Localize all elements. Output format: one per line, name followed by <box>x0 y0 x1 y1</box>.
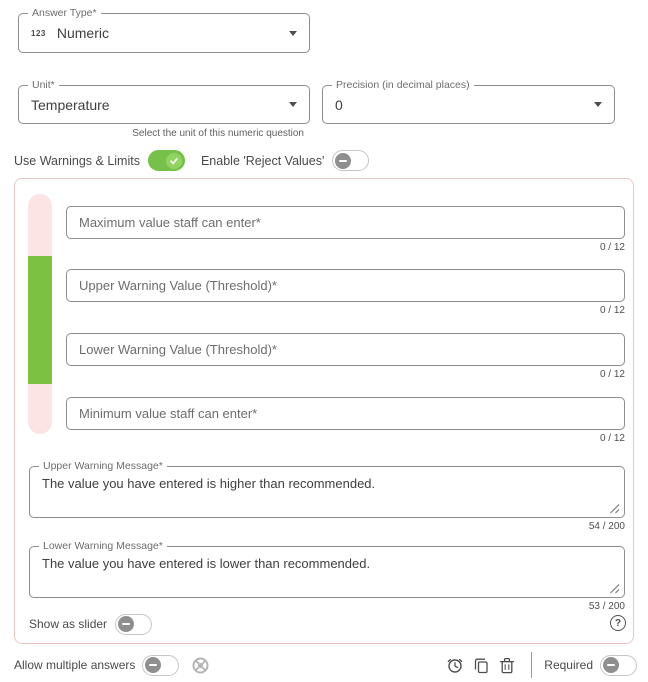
upper-warning-message-textarea[interactable] <box>30 467 624 517</box>
chevron-down-icon <box>289 31 297 36</box>
minus-icon <box>607 664 615 666</box>
reject-values-label: Enable 'Reject Values' <box>200 153 325 168</box>
answer-type-label: Answer Type* <box>28 7 101 20</box>
reject-values-toggle[interactable] <box>332 150 369 171</box>
unit-select[interactable] <box>18 79 310 124</box>
precision-label: Precision (in decimal places) <box>332 79 474 92</box>
upper-warning-message-label: Upper Warning Message* <box>39 460 167 473</box>
range-bar-upper-reject <box>28 194 52 256</box>
duplicate-icon[interactable] <box>473 657 490 674</box>
upper-warning-value-input[interactable] <box>66 269 625 302</box>
lower-warning-message-label: Lower Warning Message* <box>39 540 167 553</box>
char-counter: 0 / 12 <box>599 433 625 444</box>
use-warnings-label: Use Warnings & Limits <box>14 153 140 168</box>
use-warnings-toggle[interactable] <box>148 150 185 171</box>
char-counter: 0 / 12 <box>599 242 625 253</box>
show-as-slider-toggle[interactable] <box>115 614 152 635</box>
numeric-123-icon: 123 <box>31 28 46 38</box>
resize-handle-icon[interactable] <box>609 583 620 594</box>
footer-divider <box>531 652 532 678</box>
char-counter: 54 / 200 <box>588 521 625 532</box>
delete-icon[interactable] <box>499 657 515 674</box>
toggle-thumb <box>145 657 161 673</box>
minimum-value-input[interactable] <box>66 397 625 430</box>
unit-value: Temperature <box>31 96 110 113</box>
answer-type-select[interactable] <box>18 7 310 53</box>
minus-icon <box>149 664 157 666</box>
scoring-lifebuoy-icon[interactable] <box>192 657 209 674</box>
range-bar-lower-reject <box>28 384 52 434</box>
warnings-limits-panel <box>14 178 634 644</box>
required-label: Required <box>544 658 593 672</box>
toggle-thumb <box>118 616 134 632</box>
lower-warning-value-input[interactable] <box>66 333 625 366</box>
toggle-thumb <box>166 153 182 169</box>
precision-value: 0 <box>335 96 343 113</box>
required-toggle[interactable] <box>600 655 637 676</box>
unit-helper-text: Select the unit of this numeric question <box>132 128 304 139</box>
unit-label: Unit* <box>28 79 59 92</box>
range-color-bar <box>28 194 52 434</box>
char-counter: 0 / 12 <box>599 305 625 316</box>
allow-multiple-toggle[interactable] <box>142 655 179 676</box>
check-icon <box>169 156 179 166</box>
precision-select[interactable] <box>322 79 615 124</box>
resize-handle-icon[interactable] <box>609 503 620 514</box>
allow-multiple-label: Allow multiple answers <box>14 658 136 672</box>
toggle-thumb <box>603 657 619 673</box>
lower-warning-message-textarea[interactable] <box>30 547 624 597</box>
answer-type-value: Numeric <box>56 25 109 41</box>
chevron-down-icon <box>594 102 602 107</box>
chevron-down-icon <box>289 102 297 107</box>
timer-icon[interactable] <box>446 656 464 674</box>
char-counter: 53 / 200 <box>588 601 625 612</box>
minus-icon <box>122 623 130 625</box>
range-bar-ok-zone <box>28 256 52 384</box>
toggle-thumb <box>335 153 351 169</box>
maximum-value-input[interactable] <box>66 206 625 239</box>
help-icon[interactable]: ? <box>610 615 626 631</box>
char-counter: 0 / 12 <box>599 369 625 380</box>
show-as-slider-label: Show as slider <box>29 617 108 631</box>
minus-icon <box>339 160 347 162</box>
